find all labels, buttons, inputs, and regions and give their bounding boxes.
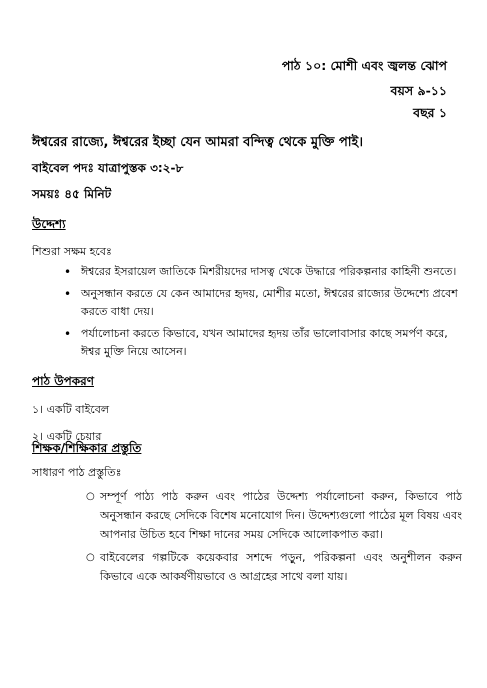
preparation-lead: সাধারণ পাঠ প্রস্তুতিঃ bbox=[32, 466, 122, 479]
material-item: ২। একটি চেয়ার bbox=[32, 430, 102, 443]
objectives-heading: উদ্দেশ্য bbox=[32, 217, 66, 231]
objectives-list bbox=[64, 263, 464, 365]
objective-item: • ঈশ্বরের ইসরায়েল জাতিকে মিশরীয়দের দাসত্ব থেকে উদ্ধারে পরিকল্পনার কাহিনী শুনতে। bbox=[64, 263, 464, 281]
curriculum-year: বছর ১ bbox=[413, 105, 447, 120]
preparation-item: ○ বাইবেলের গল্পটিকে কয়েকবার সশব্দে পড়ুন, পরিকল্পনা এবং অনুশীলন করুন কিভাবে একে আকর্ষণীয়ভাবে ও আগ্রহের সাথে বলা যায়। bbox=[88, 548, 462, 586]
material-item: ১। একটি বাইবেল bbox=[32, 403, 110, 416]
key-sentence: ঈশ্বরের রাজ্যে, ঈশ্বরের ইচ্ছা যেন আমরা বন্দিত্ব থেকে মুক্তি পাই। bbox=[32, 135, 363, 150]
objective-item: • অনুসন্ধান করতে যে কেন আমাদের হৃদয়, মোশীর মতো, ঈশ্বরের রাজ্যের উদ্দেশ্যে প্রবেশ করতে বাধা দেয়। bbox=[64, 285, 464, 321]
preparation-heading: শিক্ষক/শিক্ষিকার প্রস্তুতি bbox=[32, 441, 142, 455]
objectives-lead: শিশুরা সক্ষম হবেঃ bbox=[32, 245, 112, 258]
preparation-item: ○ সম্পূর্ণ পাঠ্য পাঠ করুন এবং পাঠের উদ্দেশ্য পর্যালোচনা করুন, কিভাবে পাঠ অনুসন্ধান করছে সেদিকে বিশেষ মনোযোগ দিন। উদ্দেশ্যগুলো পাঠের মূল বিষয় এবং আপনার উচিত হবে শিক্ষা দানের সময় সেদিকে আলোকপাত করা। bbox=[88, 487, 462, 544]
materials-heading: পাঠ উপকরণ bbox=[32, 374, 94, 388]
duration: সময়ঃ ৪৫ মিনিট bbox=[32, 187, 112, 201]
bible-verse: বাইবেল পদঃ যাত্রাপুস্তক ৩:২-৮ bbox=[32, 161, 184, 175]
preparation-list bbox=[88, 487, 462, 590]
objective-item: • পর্যালোচনা করতে কিভাবে, যখন আমাদের হৃদয় তাঁর ভালোবাসার কাছে সমর্পণ করে, ঈশ্বর মুক্তি নিয়ে আসেন। bbox=[64, 325, 464, 361]
lesson-title: পাঠ ১০: মোশী এবং জ্বলন্ত ঝোপ bbox=[281, 58, 447, 73]
age-range: বয়স ৯-১১ bbox=[390, 83, 447, 98]
